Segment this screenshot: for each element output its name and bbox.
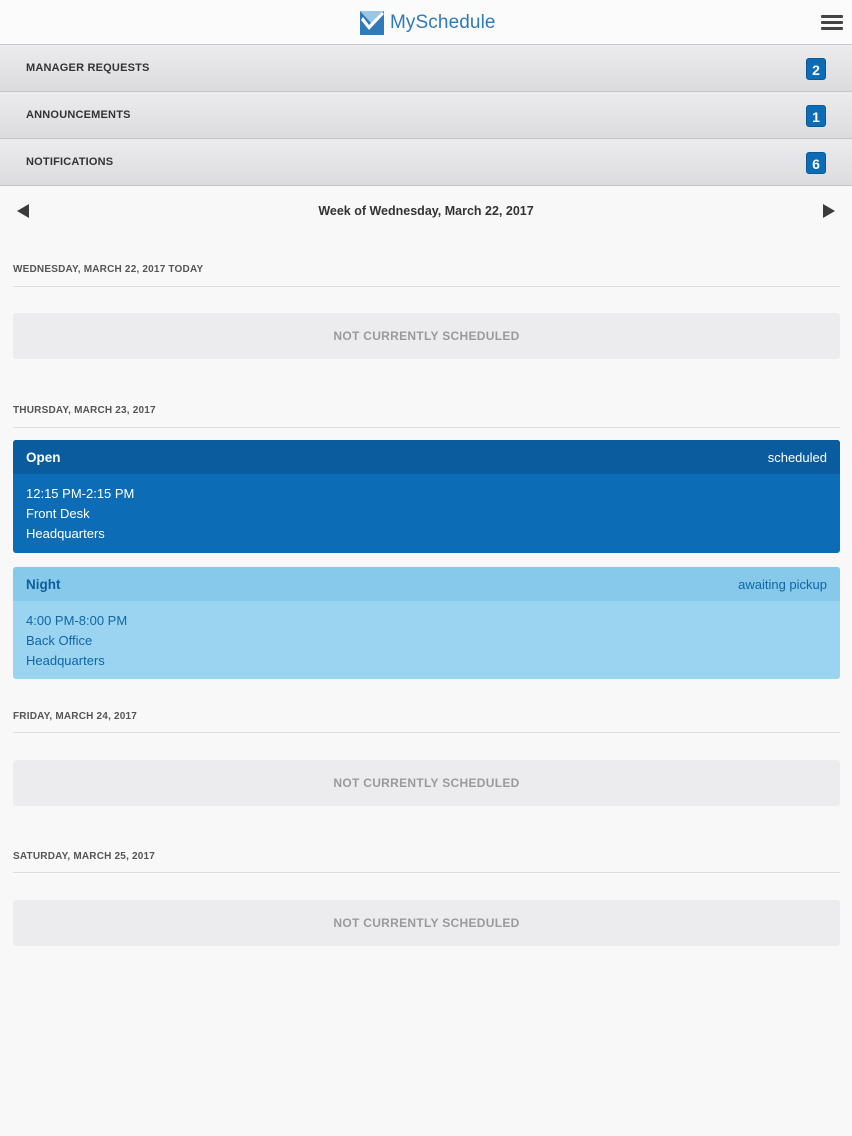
divider <box>13 872 840 873</box>
hamburger-menu-icon[interactable] <box>821 14 843 30</box>
divider <box>13 286 840 287</box>
shift-position: Front Desk <box>26 506 90 521</box>
manager-requests-label: MANAGER REQUESTS <box>26 62 150 74</box>
shift-card-header <box>13 567 840 601</box>
shift-time: 4:00 PM-8:00 PM <box>26 613 128 628</box>
divider <box>13 427 840 428</box>
shift-card-open[interactable] <box>13 440 840 553</box>
not-scheduled-slot: NOT CURRENTLY SCHEDULED <box>13 313 840 359</box>
shift-name: Open <box>26 450 61 465</box>
week-title: Week of Wednesday, March 22, 2017 <box>318 204 534 218</box>
day-header: FRIDAY, MARCH 24, 2017 <box>13 711 138 722</box>
triangle-right-icon[interactable] <box>823 204 835 218</box>
announcements-row[interactable] <box>0 92 852 139</box>
day-header: WEDNESDAY, MARCH 22, 2017 TODAY <box>13 264 204 275</box>
top-bar <box>0 0 852 45</box>
shift-card-night[interactable] <box>13 567 840 679</box>
announcements-count-badge: 1 <box>806 105 826 127</box>
shift-name: Night <box>26 577 61 592</box>
day-header: THURSDAY, MARCH 23, 2017 <box>13 405 156 416</box>
shift-card-body <box>13 474 840 544</box>
manager-requests-row[interactable] <box>0 45 852 92</box>
shift-card-body <box>13 601 840 671</box>
notifications-row[interactable] <box>0 139 852 186</box>
shift-location: Headquarters <box>26 526 105 541</box>
checkmark-envelope-icon <box>360 11 384 35</box>
notifications-count-badge: 6 <box>806 152 826 174</box>
not-scheduled-slot: NOT CURRENTLY SCHEDULED <box>13 760 840 806</box>
manager-requests-count-badge: 2 <box>806 58 826 80</box>
shift-location: Headquarters <box>26 653 105 668</box>
shift-status: scheduled <box>767 450 827 465</box>
shift-card-header <box>13 440 840 474</box>
day-header: SATURDAY, MARCH 25, 2017 <box>13 851 156 862</box>
shift-status: awaiting pickup <box>738 577 827 592</box>
divider <box>13 732 840 733</box>
shift-time: 12:15 PM-2:15 PM <box>26 486 135 501</box>
announcements-label: ANNOUNCEMENTS <box>26 109 131 121</box>
week-navigation <box>0 186 852 236</box>
app-title: MySchedule <box>390 12 496 33</box>
notifications-label: NOTIFICATIONS <box>26 156 114 168</box>
not-scheduled-slot: NOT CURRENTLY SCHEDULED <box>13 900 840 946</box>
shift-position: Back Office <box>26 633 93 648</box>
brand[interactable] <box>360 10 496 36</box>
